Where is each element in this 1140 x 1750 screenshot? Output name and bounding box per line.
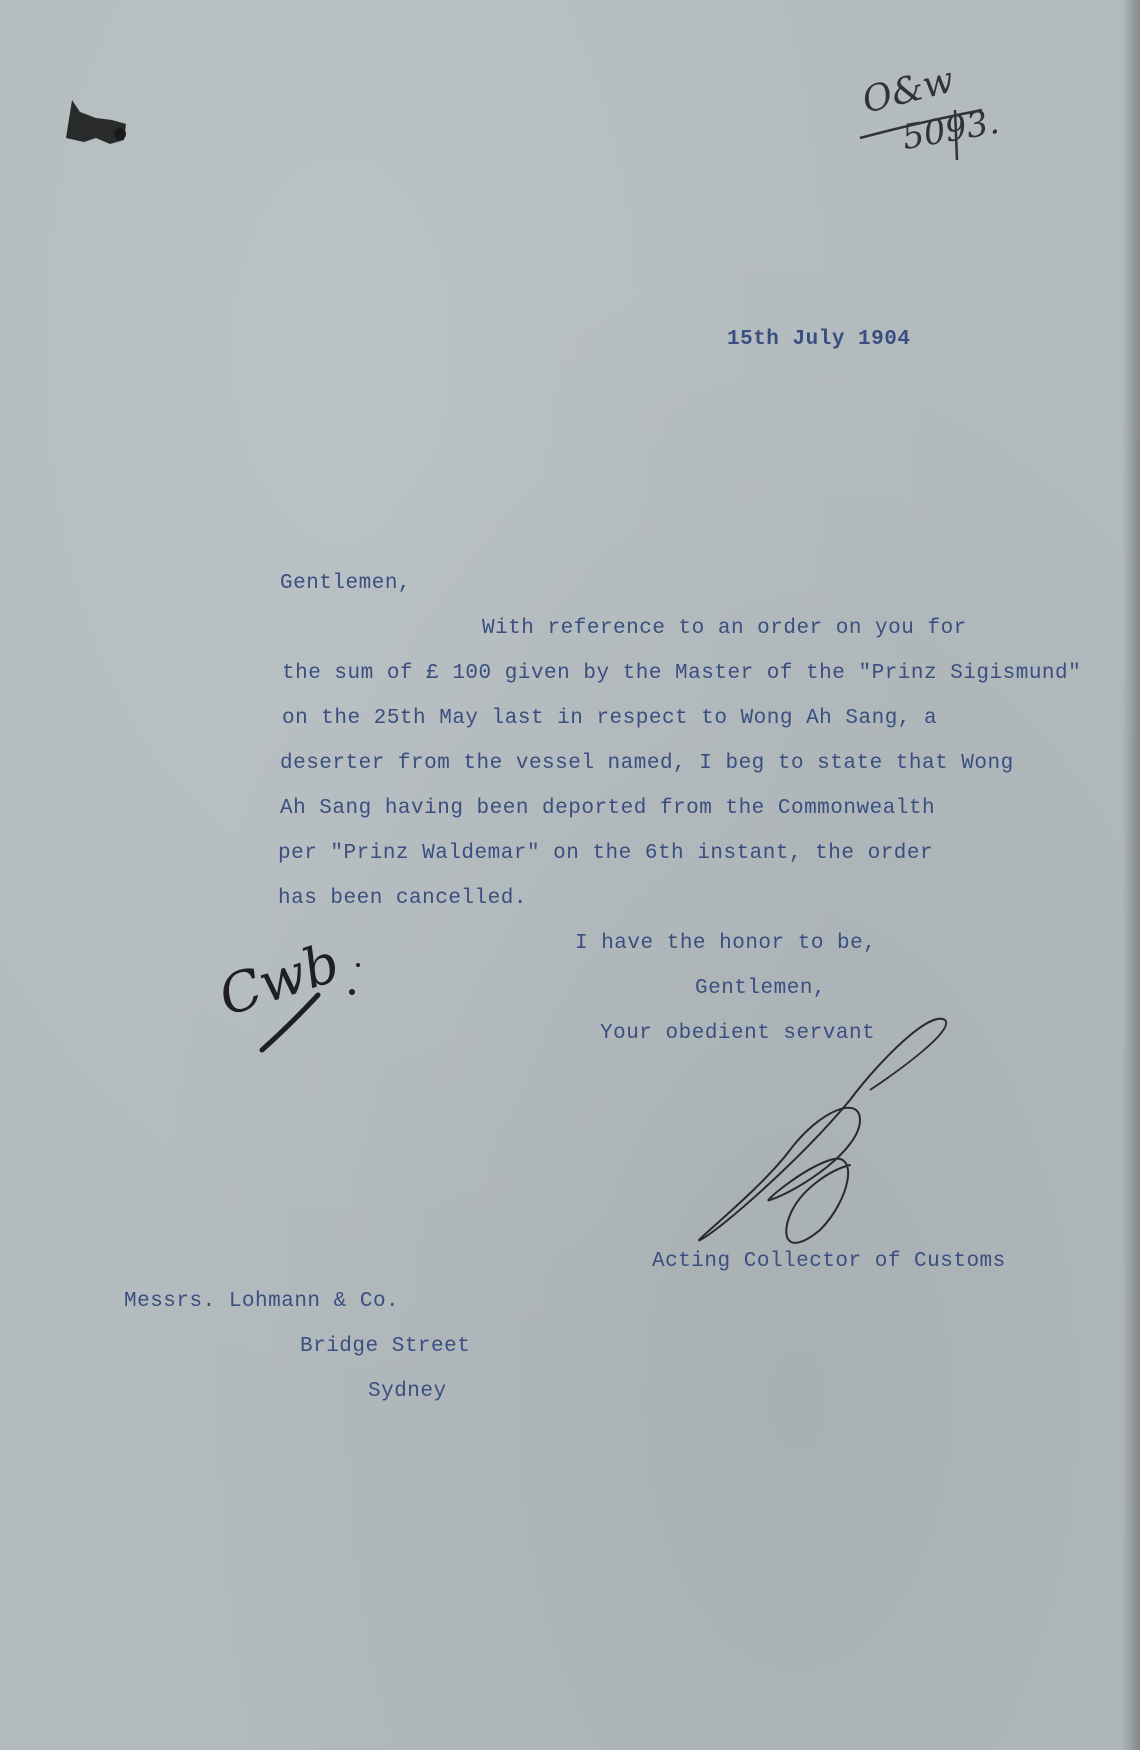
letter-date: 15th July 1904: [727, 328, 911, 351]
closing-line3: Your obedient servant: [600, 1022, 876, 1045]
addressee-city: Sydney: [368, 1380, 447, 1403]
body-line: deserter from the vessel named, I beg to state that Wong: [280, 752, 1014, 775]
body-line: has been cancelled.: [278, 887, 527, 910]
body-line: the sum of £ 100 given by the Master of the "Prinz Sigismund": [282, 662, 1082, 685]
closing-line2: Gentlemen,: [695, 977, 827, 1000]
addressee-street: Bridge Street: [300, 1335, 471, 1358]
file-note-line1: O&w: [858, 59, 958, 122]
file-note-line2: 5093.: [899, 101, 1003, 159]
body-line: Ah Sang having been deported from the Commonwealth: [280, 797, 936, 820]
body-line: on the 25th May last in respect to Wong Ah Sang, a: [282, 707, 938, 730]
salutation: Gentlemen,: [280, 572, 412, 595]
initials-mark: Cwb: [211, 930, 347, 1029]
signatory-title: Acting Collector of Customs: [652, 1250, 1006, 1273]
addressee-name: Messrs. Lohmann & Co.: [124, 1290, 400, 1313]
body-line: With reference to an order on you for: [482, 617, 967, 640]
closing-line1: I have the honor to be,: [575, 932, 877, 955]
body-line: per "Prinz Waldemar" on the 6th instant, the order: [278, 842, 934, 865]
